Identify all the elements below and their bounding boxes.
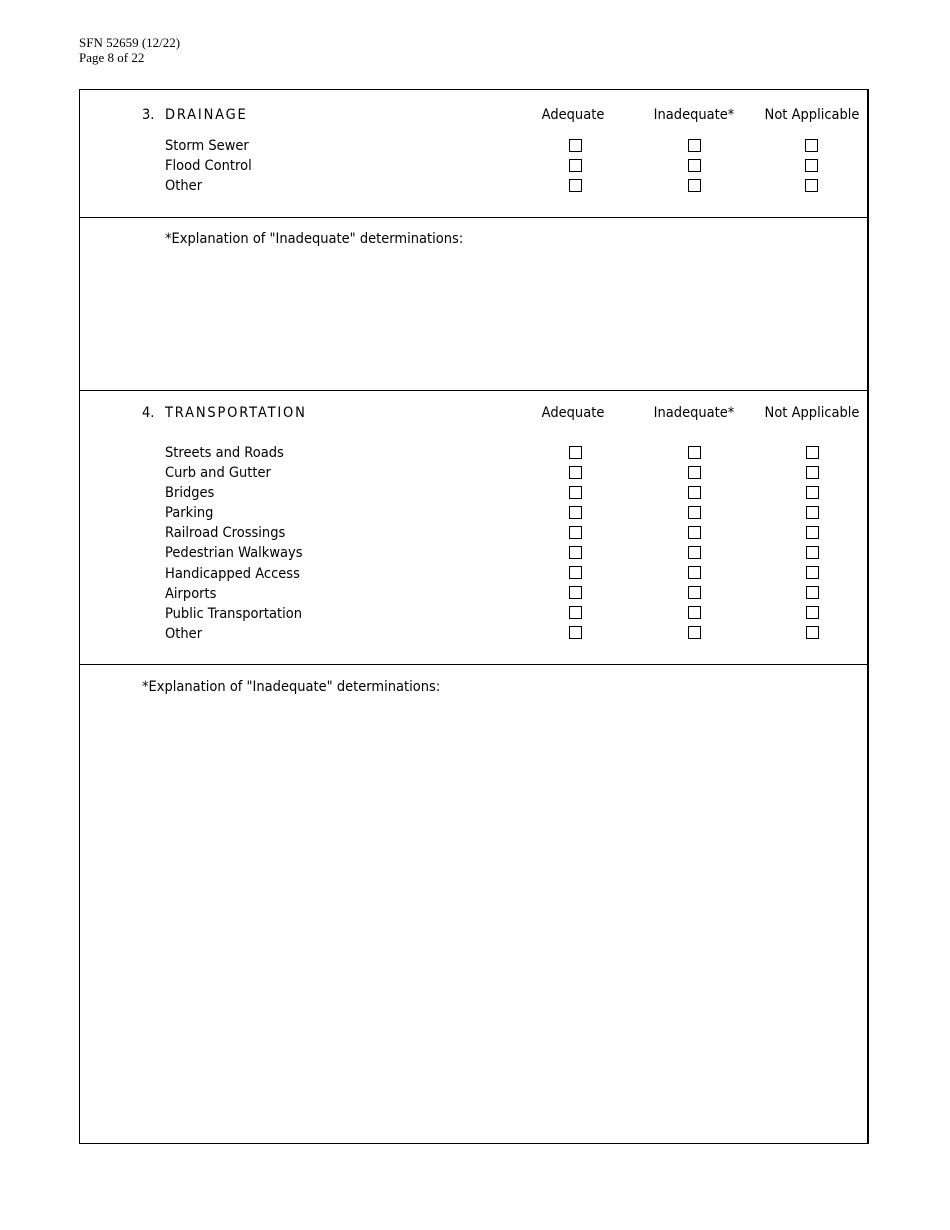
streets-roads-na-checkbox[interactable] (806, 446, 819, 459)
railroad-crossings-adequate-checkbox[interactable] (569, 526, 582, 539)
curb-gutter-adequate-checkbox[interactable] (569, 466, 582, 479)
flood-control-na-checkbox[interactable] (805, 159, 818, 172)
flood-control-adequate-checkbox[interactable] (569, 159, 582, 172)
curb-gutter-inadequate-checkbox[interactable] (688, 466, 701, 479)
drainage-explanation-label: *Explanation of "Inadequate" determinations: (165, 231, 464, 247)
handicapped-access-inadequate-checkbox[interactable] (688, 566, 701, 579)
streets-roads-adequate-checkbox[interactable] (569, 446, 582, 459)
airports-na-checkbox[interactable] (806, 586, 819, 599)
col-not-applicable: Not Applicable (764, 405, 860, 421)
handicapped-access-na-checkbox[interactable] (806, 566, 819, 579)
drainage-other-inadequate-checkbox[interactable] (688, 179, 701, 192)
bridges-na-checkbox[interactable] (806, 486, 819, 499)
drainage-other-na-checkbox[interactable] (805, 179, 818, 192)
item-label: Other (165, 178, 203, 194)
col-inadequate: Inadequate* (653, 107, 735, 123)
storm-sewer-inadequate-checkbox[interactable] (688, 139, 701, 152)
drainage-explanation-field[interactable] (80, 252, 868, 388)
drainage-other-adequate-checkbox[interactable] (569, 179, 582, 192)
pedestrian-walkways-inadequate-checkbox[interactable] (688, 546, 701, 559)
parking-na-checkbox[interactable] (806, 506, 819, 519)
col-not-applicable: Not Applicable (764, 107, 860, 123)
streets-roads-inadequate-checkbox[interactable] (688, 446, 701, 459)
item-label: Public Transportation (165, 606, 303, 622)
col-adequate: Adequate (541, 107, 605, 123)
public-transportation-na-checkbox[interactable] (806, 606, 819, 619)
col-adequate: Adequate (541, 405, 605, 421)
form-number: SFN 52659 (12/22) (79, 35, 181, 50)
drainage-number: 3. (142, 107, 155, 123)
item-label: Railroad Crossings (165, 525, 286, 541)
divider (79, 217, 869, 218)
transportation-other-inadequate-checkbox[interactable] (688, 626, 701, 639)
item-label: Pedestrian Walkways (165, 545, 303, 561)
page-number: Page 8 of 22 (79, 50, 145, 65)
railroad-crossings-na-checkbox[interactable] (806, 526, 819, 539)
airports-adequate-checkbox[interactable] (569, 586, 582, 599)
item-label: Storm Sewer (165, 138, 249, 154)
parking-inadequate-checkbox[interactable] (688, 506, 701, 519)
bridges-inadequate-checkbox[interactable] (688, 486, 701, 499)
transportation-number: 4. (142, 405, 155, 421)
item-label: Parking (165, 505, 214, 521)
handicapped-access-adequate-checkbox[interactable] (569, 566, 582, 579)
item-label: Bridges (165, 485, 215, 501)
airports-inadequate-checkbox[interactable] (688, 586, 701, 599)
flood-control-inadequate-checkbox[interactable] (688, 159, 701, 172)
pedestrian-walkways-na-checkbox[interactable] (806, 546, 819, 559)
pedestrian-walkways-adequate-checkbox[interactable] (569, 546, 582, 559)
transportation-explanation-field[interactable] (80, 700, 868, 1140)
item-label: Handicapped Access (165, 566, 300, 582)
public-transportation-inadequate-checkbox[interactable] (688, 606, 701, 619)
item-label: Flood Control (165, 158, 252, 174)
transportation-title: TRANSPORTATION (165, 405, 307, 421)
transportation-other-adequate-checkbox[interactable] (569, 626, 582, 639)
col-inadequate: Inadequate* (653, 405, 735, 421)
storm-sewer-na-checkbox[interactable] (805, 139, 818, 152)
public-transportation-adequate-checkbox[interactable] (569, 606, 582, 619)
transportation-other-na-checkbox[interactable] (806, 626, 819, 639)
item-label: Airports (165, 586, 217, 602)
parking-adequate-checkbox[interactable] (569, 506, 582, 519)
transportation-explanation-label: *Explanation of "Inadequate" determinations: (142, 679, 441, 695)
item-label: Curb and Gutter (165, 465, 271, 481)
divider (79, 390, 869, 391)
railroad-crossings-inadequate-checkbox[interactable] (688, 526, 701, 539)
storm-sewer-adequate-checkbox[interactable] (569, 139, 582, 152)
item-label: Streets and Roads (165, 445, 284, 461)
curb-gutter-na-checkbox[interactable] (806, 466, 819, 479)
bridges-adequate-checkbox[interactable] (569, 486, 582, 499)
item-label: Other (165, 626, 203, 642)
drainage-title: DRAINAGE (165, 107, 248, 123)
